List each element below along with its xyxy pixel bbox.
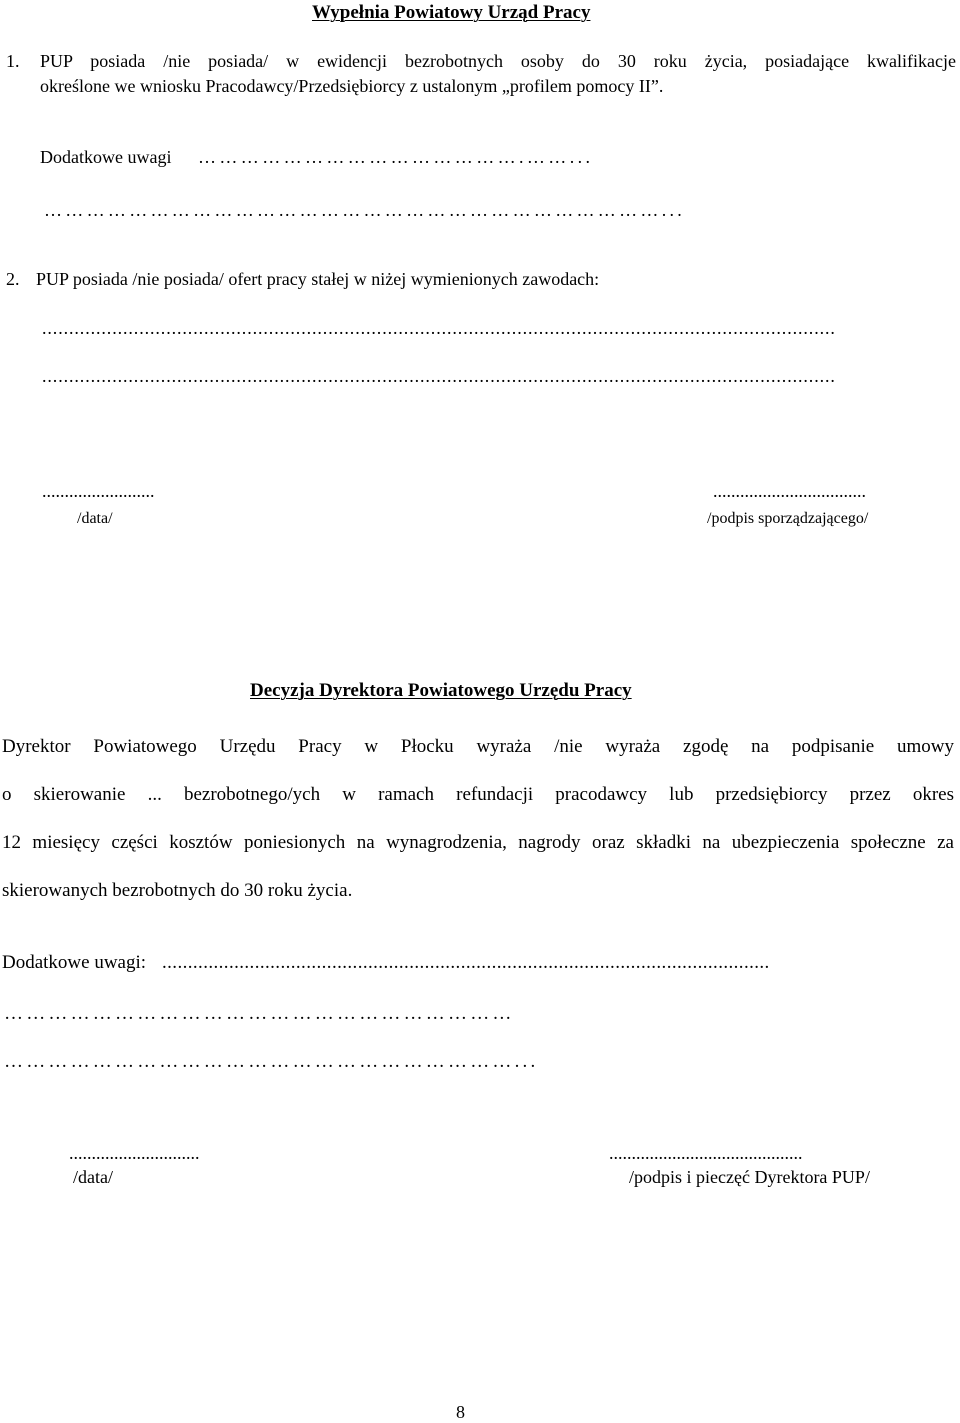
signature2-date-label: /data/ [73,1167,113,1187]
section2-fill-line1: ................................................................................................................................................... [42,318,836,338]
decision-text-line4: skierowanych bezrobotnych do 30 roku życia. [2,880,353,901]
decision-text-line2: o skierowanie ... bezrobotnego/ych w ramach refundacji pracodawcy lub przedsiębiorcy przez okres [2,784,954,805]
section2-text: PUP posiada /nie posiada/ ofert pracy stałej w niżej wymienionych zawodach: [36,269,600,289]
signature1-date-label: /data/ [77,510,113,527]
signature1-date-dots: ......................... [42,481,155,501]
section1-number: 1. [6,51,20,71]
decision-text-line1: Dyrektor Powiatowego Urzędu Pracy w Płocku wyraża /nie wyraża zgodę na podpisanie umowy [2,736,954,757]
section2-fill-line2: ................................................................................................................................................... [42,366,836,386]
signature1-sign-label: /podpis sporządzającego/ [707,510,869,527]
section1-text-line2: określone we wniosku Pracodawcy/Przedsiębiorcy z ustalonym „profilem pomocy II”. [40,76,664,96]
section1-remarks-fill-line2: ……………………………………………………………………………... [44,200,686,220]
decision-remarks-fill-line3: ……………………………………………………………... [4,1051,539,1072]
decision-remarks-label: Dodatkowe uwagi: [2,952,147,973]
signature1-sign-dots: .................................. [713,481,866,501]
section1-remarks-fill-line1: ……………………………………….……... [198,147,594,167]
section1-remarks-label: Dodatkowe uwagi [40,147,172,167]
page-title: Wypełnia Powiatowy Urząd Pracy [312,2,591,23]
decision-remarks-fill-line2: …………………………………………………………… [4,1003,515,1024]
decision-remarks-fill: ...................................................................................................................... [162,952,770,973]
section1-text-line1: PUP posiada /nie posiada/ w ewidencji bezrobotnych osoby do 30 roku życia, posiadające kwalifikacje [40,51,956,71]
signature2-sign-label: /podpis i pieczęć Dyrektora PUP/ [629,1167,870,1187]
section2-number: 2. [6,269,20,289]
signature2-sign-dots: ........................................... [609,1143,803,1163]
page-number: 8 [456,1402,465,1422]
decision-text-line3: 12 miesięcy części kosztów poniesionych na wynagrodzenia, nagrody oraz składki na ubezpieczenia społeczne za [2,832,954,853]
decision-title: Decyzja Dyrektora Powiatowego Urzędu Pracy [250,680,632,701]
signature2-date-dots: ............................. [69,1143,200,1163]
